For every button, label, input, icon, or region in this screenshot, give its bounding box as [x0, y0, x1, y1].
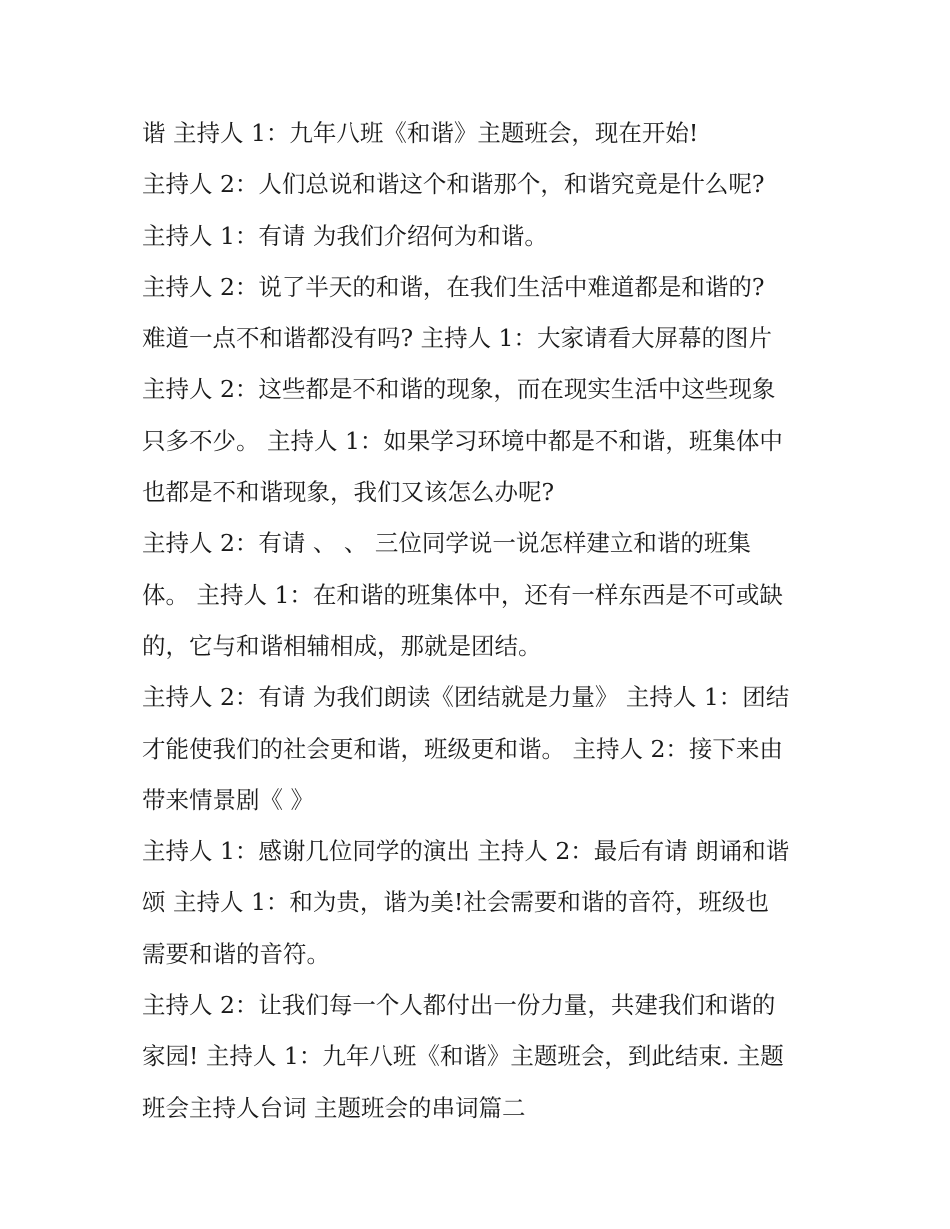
text-line: 主持人 2：这些都是不和谐的现象，而在现实生活中这些现象	[142, 375, 776, 404]
text-line: 主持人 2：有请 为我们朗读《团结就是力量》 主持人 1：团结	[142, 683, 790, 712]
document-body	[142, 108, 822, 1134]
text-line: 主持人 2：让我们每一个人都付出一份力量，共建我们和谐的	[142, 991, 776, 1020]
text-line: 也都是不和谐现象，我们又该怎么办呢?	[142, 478, 555, 507]
text-line: 主持人 2：有请 、 、 三位同学说一说怎样建立和谐的班集	[142, 529, 751, 558]
text-line: 体。 主持人 1：在和谐的班集体中，还有一样东西是不可或缺	[142, 580, 783, 609]
text-line: 只多不少。 主持人 1：如果学习环境中都是不和谐，班集体中	[142, 426, 783, 455]
text-line: 颂 主持人 1：和为贵，谐为美!社会需要和谐的音符，班级也	[142, 888, 769, 917]
text-line: 主持人 2：人们总说和谐这个和谐那个，和谐究竟是什么呢?	[142, 170, 765, 199]
text-line: 难道一点不和谐都没有吗? 主持人 1：大家请看大屏幕的图片	[142, 324, 772, 353]
text-line: 家园! 主持人 1：九年八班《和谐》主题班会，到此结束. 主题	[142, 1042, 784, 1071]
text-line: 谐 主持人 1：九年八班《和谐》主题班会，现在开始!	[142, 119, 699, 147]
text-line: 才能使我们的社会更和谐，班级更和谐。 主持人 2：接下来由	[142, 734, 783, 763]
text-line: 主持人 1：有请 为我们介绍何为和谐。	[142, 221, 548, 250]
text-line: 需要和谐的音符。	[142, 939, 330, 968]
text-line: 主持人 1：感谢几位同学的演出 主持人 2：最后有请 朗诵和谐	[142, 837, 790, 866]
text-line: 主持人 2：说了半天的和谐，在我们生活中难道都是和谐的?	[142, 272, 765, 301]
text-line: 班会主持人台词 主题班会的串词篇二	[142, 1093, 526, 1122]
text-line: 带来情景剧《 》	[142, 785, 314, 814]
text-line: 的，它与和谐相辅相成，那就是团结。	[142, 631, 542, 660]
